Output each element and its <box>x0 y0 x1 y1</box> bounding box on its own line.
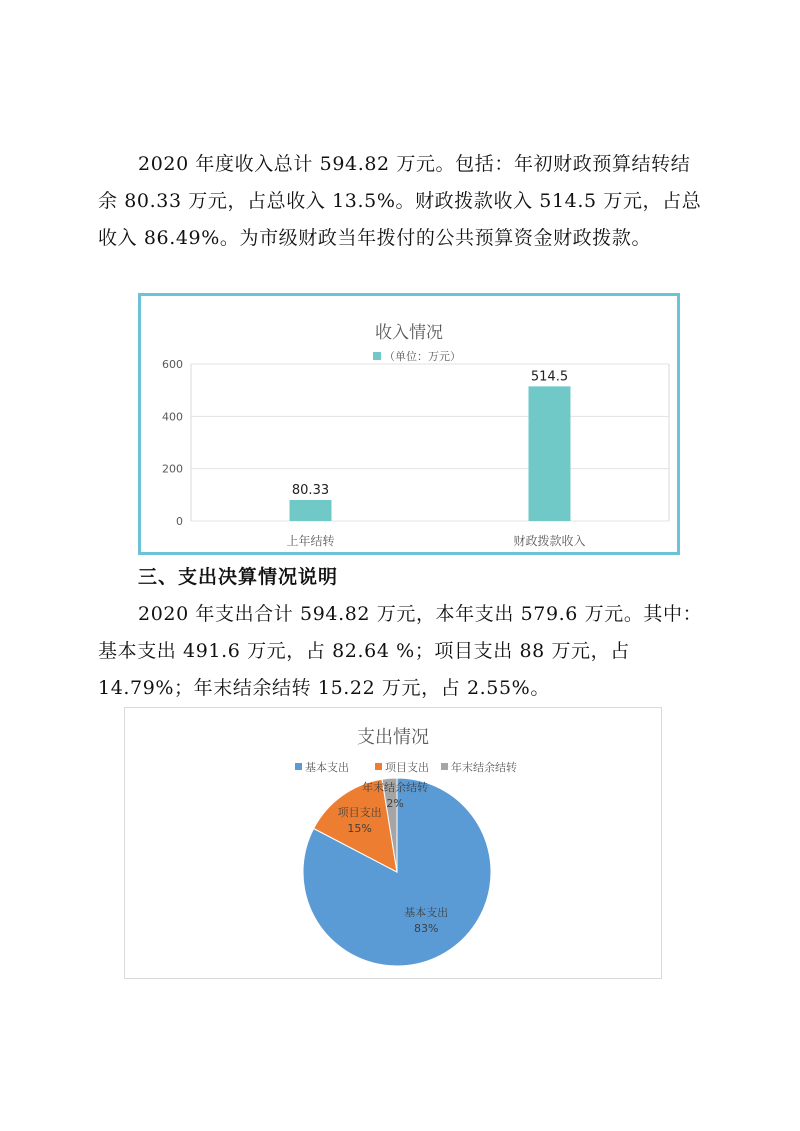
pie-slice-percent-label: 2% <box>386 796 404 810</box>
y-tick-label: 0 <box>176 515 183 528</box>
bar <box>529 386 571 521</box>
y-tick-label: 400 <box>162 410 183 424</box>
income-chart-title: 收入情况 <box>375 323 443 343</box>
pie-slice-name-label: 项目支出 <box>337 806 382 820</box>
section-heading-expenditure: 三、支出决算情况说明 <box>138 566 339 588</box>
income-summary-paragraph: 2020 年度收入总计 594.82 万元。包括：年初财政预算结转结余 80.33 万元，占总收入 13.5%。财政拨款收入 514.5 万元，占总收入 86.49%。为市级财政当年拨付的公共预算资金财政拨款。 <box>98 153 702 249</box>
pie-slice-percent-label: 15% <box>347 822 372 836</box>
pie-slice-percent-label: 83% <box>414 922 439 936</box>
income-chart <box>138 293 680 555</box>
legend-label: 基本支出 <box>305 761 349 774</box>
expenditure-legend <box>295 760 517 774</box>
bar-data-label: 514.5 <box>530 369 569 385</box>
income-y-axis <box>162 358 183 528</box>
income-gridlines <box>191 364 669 521</box>
income-chart-svg <box>141 296 677 552</box>
income-legend-label: （单位：万元） <box>384 350 461 363</box>
y-tick-label: 600 <box>162 358 183 371</box>
pie-slice-name-label: 年末结余结转 <box>362 780 429 794</box>
x-category-label: 财政拨款收入 <box>513 534 586 548</box>
legend-swatch <box>375 763 382 770</box>
expenditure-chart-svg <box>125 708 661 978</box>
pie-slice-name-label: 基本支出 <box>404 906 449 920</box>
bar <box>290 500 332 521</box>
legend-label: 项目支出 <box>385 761 429 774</box>
y-tick-label: 200 <box>162 462 183 476</box>
x-category-label: 上年结转 <box>286 534 335 548</box>
legend-swatch <box>441 763 448 770</box>
income-legend-swatch <box>373 352 381 360</box>
expenditure-chart-title: 支出情况 <box>357 727 429 748</box>
bar-data-label: 80.33 <box>291 482 330 498</box>
expenditure-summary-paragraph: 2020 年支出合计 594.82 万元，本年支出 579.6 万元。其中：基本支出 491.6 万元，占 82.64 %；项目支出 88 万元，占 14.79%；年末结余结转 15.22 万元，占 2.55%。 <box>98 603 703 699</box>
expenditure-chart <box>124 707 662 979</box>
income-bars <box>290 369 571 521</box>
income-x-axis <box>286 533 585 548</box>
legend-swatch <box>295 763 302 770</box>
legend-label: 年末结余结转 <box>451 761 517 774</box>
